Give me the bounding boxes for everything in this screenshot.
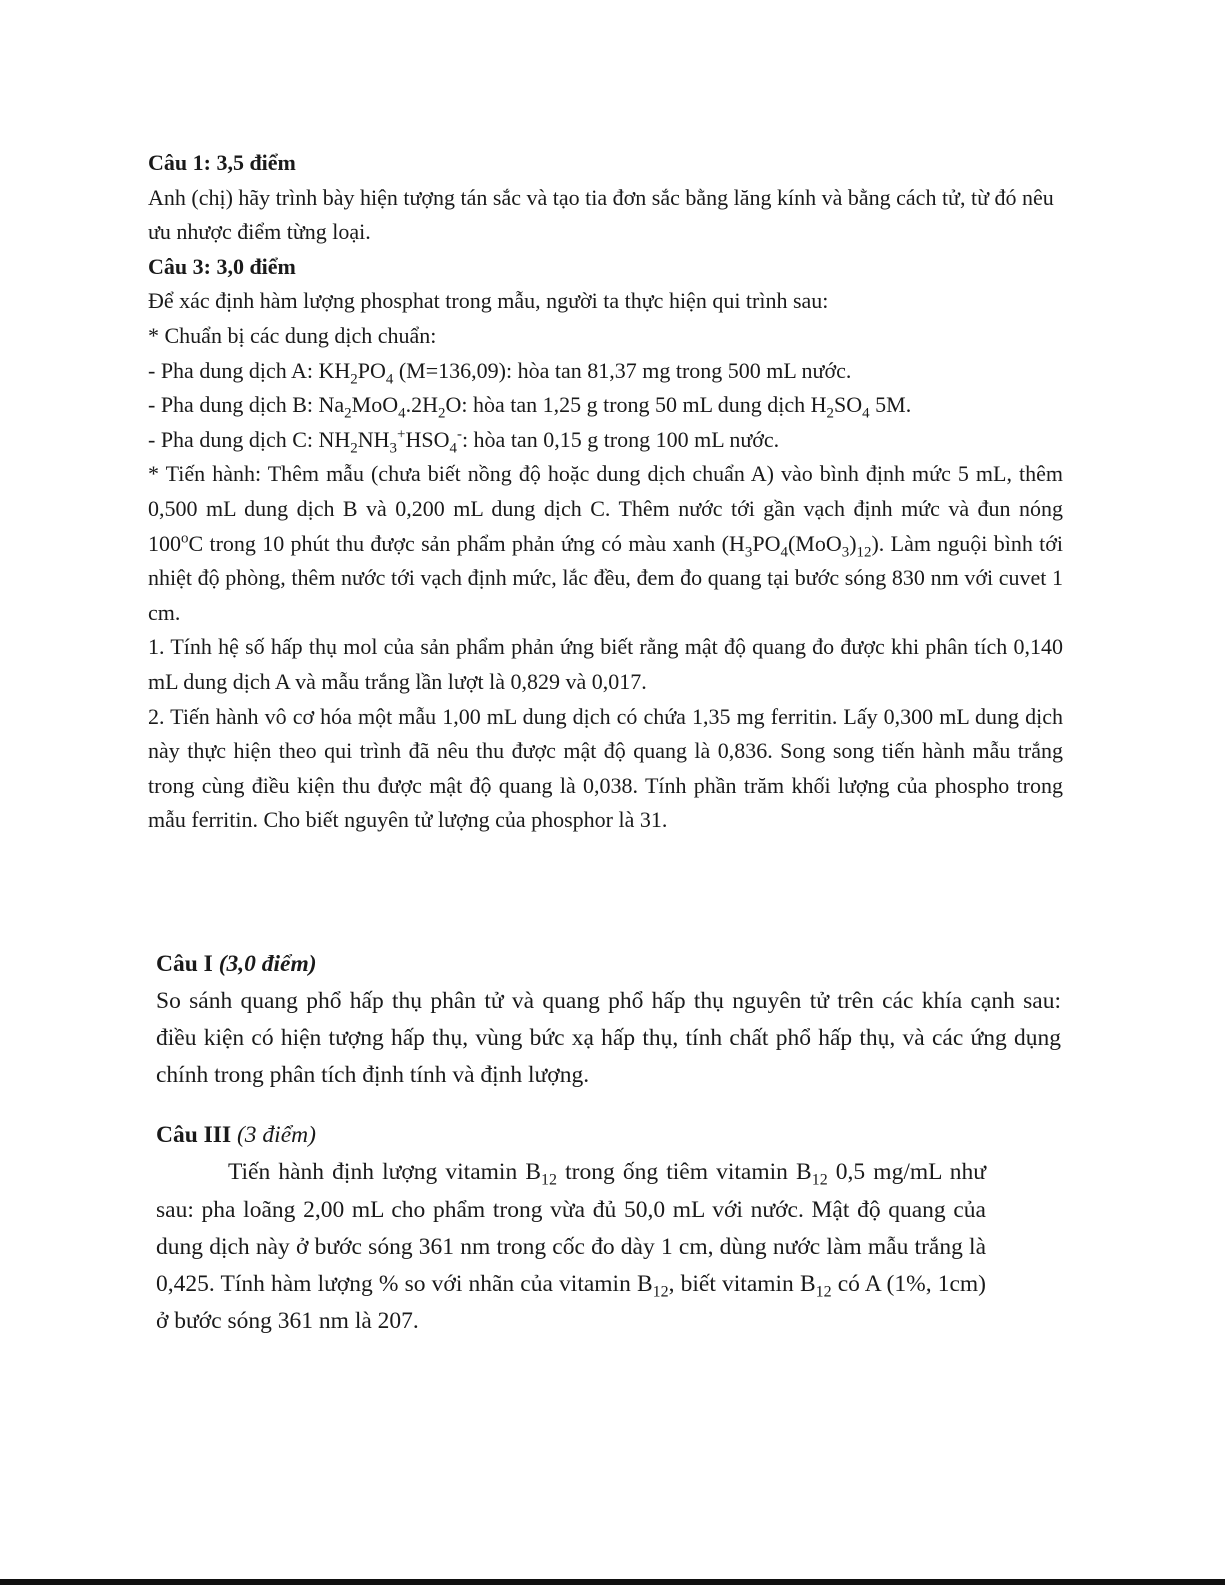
question-3-part-2: 2. Tiến hành vô cơ hóa một mẫu 1,00 mL dung dịch có chứa 1,35 mg ferritin. Lấy 0,300 mL dung dịch này thực hiện theo qui trình đã nêu thu được mật độ quang là 0,836. Song song tiến hành mẫu trắng trong cùng điều kiện thu được mật độ quang là 0,038. Tính phần trăm khối lượng của phospho trong mẫu ferritin. Cho biết nguyên tử lượng của phosphor là 31.: [148, 703, 1063, 833]
question-3-heading: Câu 3: 3,0 điểm: [148, 253, 296, 279]
question-III-heading: Câu III (3 điểm): [156, 1122, 316, 1148]
question-3-intro: Để xác định hàm lượng phosphat trong mẫu, người ta thực hiện qui trình sau:: [148, 288, 829, 314]
solution-a-line: - Pha dung dịch A: $KH_2PO_4$ (M=136,09): hòa tan 81,37 mg trong 500 mL nước.: [148, 357, 852, 387]
section-part-a: [148, 146, 1063, 838]
question-1-body: Anh (chị) hãy trình bày hiện tượng tán sắc và tạo tia đơn sắc bằng lăng kính và bằng cách tử, từ đó nêu ưu nhược điểm từng loại.: [148, 184, 1054, 245]
question-III-body: Tiến hành định lượng vitamin $B_{12}$ trong ống tiêm vitamin $B_{12}$ 0,5 mg/mL như sau: pha loãng 2,00 mL cho phẩm trong vừa đủ 50,0 mL với nước. Mật độ quang của dung dịch này ở bước sóng 361 nm trong cốc đo dày 1 cm, dùng nước làm mẫu trắng là 0,425. Tính hàm lượng % so với nhãn của vitamin $B_{12}$, biết vitamin $B_{12}$ có A (1%, 1cm) ở bước sóng 361 nm là 207.: [156, 1159, 987, 1335]
section-part-b: [156, 946, 1061, 1094]
question-III-points: (3 điểm): [236, 1122, 316, 1148]
question-I-body: So sánh quang phổ hấp thụ phân tử và quang phổ hấp thụ nguyên tử trên các khía cạnh sau: điều kiện có hiện tượng hấp thụ, vùng bức xạ hấp thụ, tính chất phổ hấp thụ, và các ứng dụng chính trong phân tích định tính và định lượng.: [156, 988, 1061, 1088]
bottom-border-line: [0, 1579, 1225, 1585]
question-3-part-1: 1. Tính hệ số hấp thụ mol của sản phẩm phản ứng biết rằng mật độ quang đo được khi phân tích 0,140 mL dung dịch A và mẫu trắng lần lượt là 0,829 và 0,017.: [148, 634, 1063, 694]
solution-c-line: - Pha dung dịch C: $NH_2NH_3^+HSO_4^-$: hòa tan 0,15 g trong 100 mL nước.: [148, 426, 780, 457]
procedure-paragraph: * Tiến hành: Thêm mẫu (chưa biết nồng độ hoặc dung dịch chuẩn A) vào bình định mức 5 mL, thêm 0,500 mL dung dịch B và 0,200 mL dung dịch C. Thêm nước tới gần vạch định mức và đun nóng 100$^o$C trong 10 phút thu được sản phẩm phản ứng có màu xanh $(H_3PO_4(MoO_3)_{12})$. Làm nguội bình tới nhiệt độ phòng, thêm nước tới vạch định mức, lắc đều, đem đo quang tại bước sóng 830 nm với cuvet 1 cm.: [148, 461, 1063, 625]
solution-b-line: - Pha dung dịch B: $Na_2MoO_4.2H_2O$: hòa tan 1,25 g trong 50 mL dung dịch $H_2SO_4$ 5M.: [148, 392, 912, 422]
question-I-heading: Câu I (3,0 điểm): [156, 951, 317, 977]
question-1-heading: Câu 1: 3,5 điểm: [148, 150, 296, 175]
prep-title: * Chuẩn bị các dung dịch chuẩn:: [148, 322, 437, 348]
section-part-c: [156, 1117, 986, 1341]
question-I-points: (3,0 điểm): [218, 951, 317, 977]
